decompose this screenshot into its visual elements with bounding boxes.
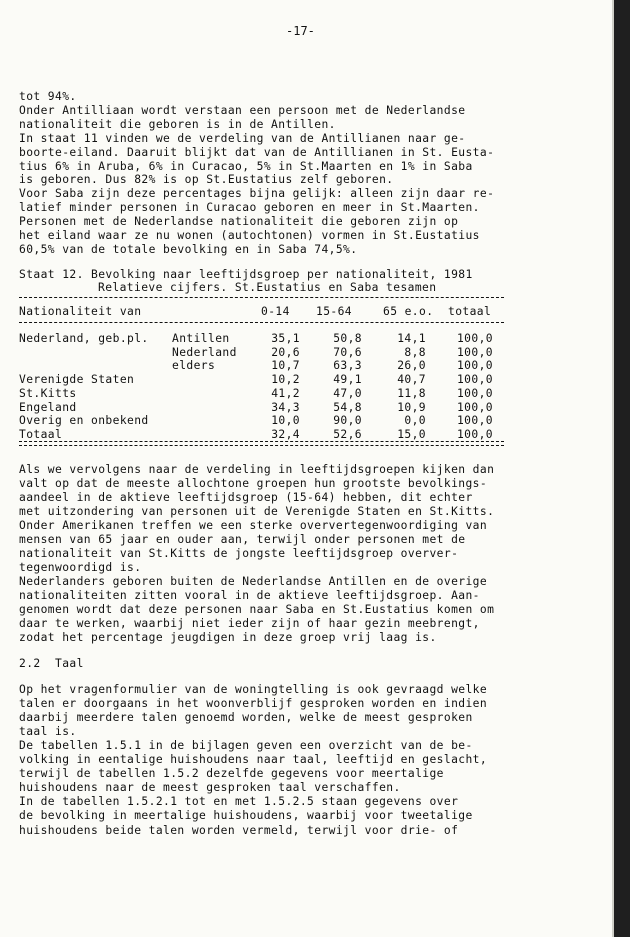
cell-value: 10,7 bbox=[271, 359, 300, 373]
row-label: Nederland, geb.pl. bbox=[19, 332, 149, 345]
language-line: daarbij meerdere talen genoemd worden, welke de meest gesproken bbox=[19, 711, 473, 725]
cell-value: 32,4 bbox=[271, 427, 300, 441]
language-line: De tabellen 1.5.1 in de bijlagen geven een overzicht van de be- bbox=[19, 739, 473, 753]
cell-value: 100,0 bbox=[456, 345, 493, 359]
analysis-line: nationaliteiten zitten vooral in de aktieve leeftijdsgroep. Aan- bbox=[19, 589, 480, 602]
cell-value: 10,9 bbox=[397, 400, 426, 414]
analysis-line: nationaliteit van St.Kitts de jongste leeftijdsgroep overver- bbox=[19, 547, 459, 560]
intro-line: latief minder personen in Curacao geboren en meer in St.Maarten. bbox=[19, 201, 480, 215]
row-sublabel: elders bbox=[172, 359, 216, 373]
language-line: taal is. bbox=[19, 725, 77, 739]
table-header-15-64: 15-64 bbox=[316, 305, 353, 318]
analysis-line: aandeel in de aktieve leeftijdsgroep (15-64) hebben, dit echter bbox=[19, 491, 473, 504]
intro-line: het eiland waar ze nu wonen (autochtonen) vormen in St.Eustatius bbox=[19, 229, 480, 242]
cell-value: 100,0 bbox=[456, 400, 493, 414]
language-line: talen er doorgaans in het woonverblijf gesproken worden en indien bbox=[19, 697, 488, 711]
analysis-line: zodat het percentage jeugdigen in deze groep vrij laag is. bbox=[19, 631, 437, 644]
analysis-line: Als we vervolgens naar de verdeling in leeftijdsgroepen kijken dan bbox=[19, 463, 495, 476]
cell-value: 100,0 bbox=[456, 332, 493, 345]
intro-line: Onder Antilliaan wordt verstaan een persoon met de Nederlandse bbox=[19, 103, 466, 117]
language-line: In de tabellen 1.5.2.1 tot en met 1.5.2.5 staan gegevens over bbox=[19, 795, 459, 809]
intro-line: Voor Saba zijn deze percentages bijna gelijk: alleen zijn daar re- bbox=[19, 187, 495, 201]
cell-value: 49,1 bbox=[333, 373, 362, 387]
table-subtitle: Relatieve cijfers. St.Eustatius en Saba tesamen bbox=[98, 281, 437, 294]
language-line: de bevolking in meertalige huishoudens, waarbij voor tweetalige bbox=[19, 809, 473, 823]
cell-value: 35,1 bbox=[271, 332, 300, 345]
cell-value: 100,0 bbox=[456, 427, 493, 441]
row-sublabel: Nederland bbox=[172, 345, 237, 359]
table-header-0-14: 0-14 bbox=[261, 305, 290, 318]
cell-value: 34,3 bbox=[271, 400, 300, 414]
cell-value: 8,8 bbox=[404, 345, 426, 359]
row-label: Totaal bbox=[19, 427, 63, 441]
intro-line: Personen met de Nederlandse nationaliteit die geboren zijn op bbox=[19, 215, 459, 229]
cell-value: 10,0 bbox=[271, 414, 300, 428]
intro-line: nationaliteit die geboren is in de Antillen. bbox=[19, 117, 336, 131]
row-label: Verenigde Staten bbox=[19, 373, 135, 387]
cell-value: 50,8 bbox=[333, 332, 362, 345]
analysis-line: valt op dat de meeste allochtone groepen hun grootste bevolkings- bbox=[19, 477, 488, 490]
table-header-65: 65 e.o. bbox=[383, 305, 434, 318]
analysis-line: daar te werken, waarbij niet ieder zijn of haar gezin meebrengt, bbox=[19, 617, 480, 630]
page-number: -17- bbox=[286, 24, 315, 38]
analysis-line: Nederlanders geboren buiten de Nederlandse Antillen en de overige bbox=[19, 575, 488, 588]
intro-line: tius 6% in Aruba, 6% in Curacao, 5% in St.Maarten en 1% in Saba bbox=[19, 159, 473, 173]
cell-value: 41,2 bbox=[271, 386, 300, 400]
analysis-line: Onder Amerikanen treffen we een sterke oververtegenwoordiging van bbox=[19, 519, 488, 532]
table-rule-header bbox=[19, 322, 504, 323]
cell-value: 52,6 bbox=[333, 427, 362, 441]
row-label: St.Kitts bbox=[19, 386, 77, 400]
cell-value: 70,6 bbox=[333, 345, 362, 359]
cell-value: 100,0 bbox=[456, 414, 493, 428]
row-sublabel: Antillen bbox=[172, 332, 230, 345]
cell-value: 20,6 bbox=[271, 345, 300, 359]
cell-value: 54,8 bbox=[333, 400, 362, 414]
intro-line: is geboren. Dus 82% is op St.Eustatius zelf geboren. bbox=[19, 173, 394, 187]
table-title: Staat 12. Bevolking naar leeftijdsgroep per nationaliteit, 1981 bbox=[19, 268, 473, 281]
cell-value: 100,0 bbox=[456, 386, 493, 400]
language-line: huishoudens beide talen worden vermeld, terwijl voor drie- of bbox=[19, 823, 459, 837]
intro-line: 60,5% van de totale bevolking en in Saba 74,5%. bbox=[19, 242, 358, 256]
intro-line: tot 94%. bbox=[19, 90, 77, 103]
language-line: huishoudens naar de meest gesproken taal verschaffen. bbox=[19, 781, 401, 795]
cell-value: 14,1 bbox=[397, 332, 426, 345]
section-heading: 2.2 Taal bbox=[19, 657, 84, 670]
cell-value: 40,7 bbox=[397, 373, 426, 387]
cell-value: 11,8 bbox=[397, 386, 426, 400]
cell-value: 26,0 bbox=[397, 359, 426, 373]
analysis-line: mensen van 65 jaar en ouder aan, terwijl onder personen met de bbox=[19, 533, 466, 546]
cell-value: 100,0 bbox=[456, 359, 493, 373]
row-label: Engeland bbox=[19, 400, 77, 414]
language-line: Op het vragenformulier van de woningtelling is ook gevraagd welke bbox=[19, 683, 488, 696]
table-header-nationality: Nationaliteit van bbox=[19, 305, 142, 318]
intro-line: boorte-eiland. Daaruit blijkt dat van de Antillianen in St. Eusta- bbox=[19, 145, 495, 159]
analysis-line: met uitzondering van personen uit de Verenigde Staten en St.Kitts. bbox=[19, 505, 495, 518]
cell-value: 90,0 bbox=[333, 414, 362, 428]
cell-value: 0,0 bbox=[404, 414, 426, 428]
row-label: Overig en onbekend bbox=[19, 414, 149, 428]
table-header-total: totaal bbox=[448, 305, 492, 318]
intro-line: In staat 11 vinden we de verdeling van de Antillianen naar ge- bbox=[19, 131, 466, 145]
table-rule-bottom bbox=[19, 441, 504, 446]
language-line: volking in eentalige huishoudens naar taal, leeftijd en geslacht, bbox=[19, 753, 488, 767]
language-line: terwijl de tabellen 1.5.2 dezelfde gegevens voor meertalige bbox=[19, 767, 444, 781]
cell-value: 15,0 bbox=[397, 427, 426, 441]
analysis-line: tegenwoordigd is. bbox=[19, 561, 142, 574]
cell-value: 47,0 bbox=[333, 386, 362, 400]
cell-value: 63,3 bbox=[333, 359, 362, 373]
table-rule-top bbox=[19, 297, 504, 298]
cell-value: 10,2 bbox=[271, 373, 300, 387]
analysis-line: genomen wordt dat deze personen naar Saba en St.Eustatius komen om bbox=[19, 603, 495, 616]
cell-value: 100,0 bbox=[456, 373, 493, 387]
